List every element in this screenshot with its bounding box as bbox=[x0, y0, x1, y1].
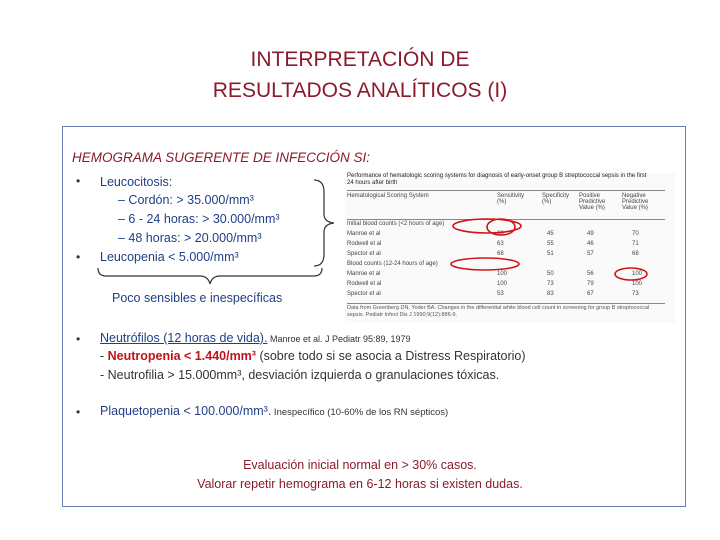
cell: Manroe et al bbox=[347, 231, 381, 237]
table-title: Performance of hematologic scoring systems for diagnosis of early-onset group B streptococcal sepsis in the first 24 hours after birth bbox=[347, 173, 647, 186]
cell: 71 bbox=[632, 241, 639, 247]
cell: 53 bbox=[497, 291, 504, 297]
section-heading: HEMOGRAMA SUGERENTE DE INFECCIÓN SI: bbox=[72, 150, 371, 165]
th-ppv: Positive Predictive Value (%) bbox=[579, 193, 606, 211]
highlight-oval-later bbox=[451, 258, 519, 270]
leuco-item-48: – 48 horas: > 20.000/mm³ bbox=[118, 231, 262, 245]
cell: 46 bbox=[587, 241, 594, 247]
cell: 68 bbox=[632, 251, 639, 257]
neutropenia-text: Neutropenia < 1.440/mm³ bbox=[107, 349, 256, 363]
cell: Rodwell et al bbox=[347, 281, 382, 287]
slide-title bbox=[0, 44, 720, 106]
neutro-line2-rest: (sobre todo si se asocia a Distress Respiratorio) bbox=[255, 349, 526, 363]
leucopenia-line bbox=[100, 250, 239, 264]
right-brace-icon bbox=[310, 178, 350, 268]
title-line-1: INTERPRETACIÓN DE bbox=[250, 48, 470, 71]
neutro-line-2 bbox=[100, 349, 526, 363]
leucocitosis-label: Leucocitosis: bbox=[100, 175, 173, 189]
cell: 73 bbox=[632, 291, 639, 297]
group2-label-text: Blood counts (12-24 hours of age) bbox=[347, 261, 438, 267]
th-specificity: Specificity (%) bbox=[542, 193, 570, 205]
title-line-2: RESULTADOS ANALÍTICOS (I) bbox=[212, 79, 508, 102]
leuco-item-cordon: – Cordón: > 35.000/mm³ bbox=[118, 193, 254, 207]
leuco-item-6-24: – 6 - 24 horas: > 30.000/mm³ bbox=[118, 212, 280, 226]
cell: 100 bbox=[497, 271, 508, 277]
cell: 100 bbox=[632, 281, 643, 287]
footer-line-1: Evaluación inicial normal en > 30% casos. bbox=[243, 458, 477, 472]
th-system: Hematological Scoring System bbox=[347, 193, 429, 199]
poco-sensibles-note: Poco sensibles e inespecíficas bbox=[112, 291, 283, 305]
cell: 55 bbox=[547, 241, 554, 247]
cell: 79 bbox=[587, 281, 594, 287]
cell: 100 bbox=[632, 271, 643, 277]
cell: 67 bbox=[587, 291, 594, 297]
cell: 73 bbox=[547, 281, 554, 287]
cell: 49 bbox=[587, 231, 594, 237]
cell: 56 bbox=[587, 271, 594, 277]
neutro-line-1 bbox=[100, 331, 411, 345]
cell: Manroe et al bbox=[347, 271, 381, 277]
neutrofilos-label: Neutrófilos (12 horas de vida). bbox=[100, 331, 268, 345]
cell: 63 bbox=[497, 241, 504, 247]
neutro-ref: Manroe et al. J Pediatr 95:89, 1979 bbox=[267, 334, 411, 344]
plaque-line bbox=[100, 404, 448, 418]
bullet-neutro: • bbox=[76, 332, 81, 346]
bullet-plaque: • bbox=[76, 405, 81, 419]
cell: 68 bbox=[497, 231, 504, 237]
cell: 100 bbox=[497, 281, 508, 287]
scoring-table-figure bbox=[345, 173, 675, 323]
cell: 50 bbox=[547, 271, 554, 277]
bullet-leuco: • bbox=[76, 174, 81, 188]
table-caption: Data from Greenberg DN, Yoder BA. Changes in the differential white blood cell count in screening for group B streptococcal sepsis. Pediatr Infect Dis J 1990;9(12):886-9. bbox=[347, 305, 650, 318]
cell: 70 bbox=[632, 231, 639, 237]
cell: 45 bbox=[547, 231, 554, 237]
plaquetopenia-label: Plaquetopenia < 100.000/mm³. bbox=[100, 404, 272, 418]
highlight-oval-npv bbox=[615, 268, 647, 280]
th-npv: Negative Predictive Value (%) bbox=[622, 193, 649, 211]
bottom-brace-icon bbox=[96, 266, 326, 288]
footer-line-2: Valorar repetir hemograma en 6-12 horas si existen dudas. bbox=[197, 477, 523, 491]
leucopenia-label: Leucopenia bbox=[100, 250, 165, 264]
highlight-ovals bbox=[345, 173, 675, 323]
cell: Spector et al bbox=[347, 251, 381, 257]
bullet-leucopenia: • bbox=[76, 250, 81, 264]
cell: 57 bbox=[587, 251, 594, 257]
cell: Rodwell et al bbox=[347, 241, 382, 247]
cell: 68 bbox=[497, 251, 504, 257]
neutro-dash: - bbox=[100, 349, 108, 363]
neutro-line-3: - Neutrofilia > 15.000mm³, desviación izquierda o granulaciones tóxicas. bbox=[100, 368, 500, 382]
cell: 51 bbox=[547, 251, 554, 257]
plaque-note: Inespecífico (10-60% de los RN sépticos) bbox=[271, 407, 449, 418]
th-sensitivity: Sensitivity (%) bbox=[497, 193, 525, 205]
group1-label-text: Initial blood counts (<2 hours of age) bbox=[347, 221, 445, 227]
leucopenia-value: < 5.000/mm³ bbox=[164, 250, 239, 264]
cell: 83 bbox=[547, 291, 554, 297]
cell: Spector et al bbox=[347, 291, 381, 297]
